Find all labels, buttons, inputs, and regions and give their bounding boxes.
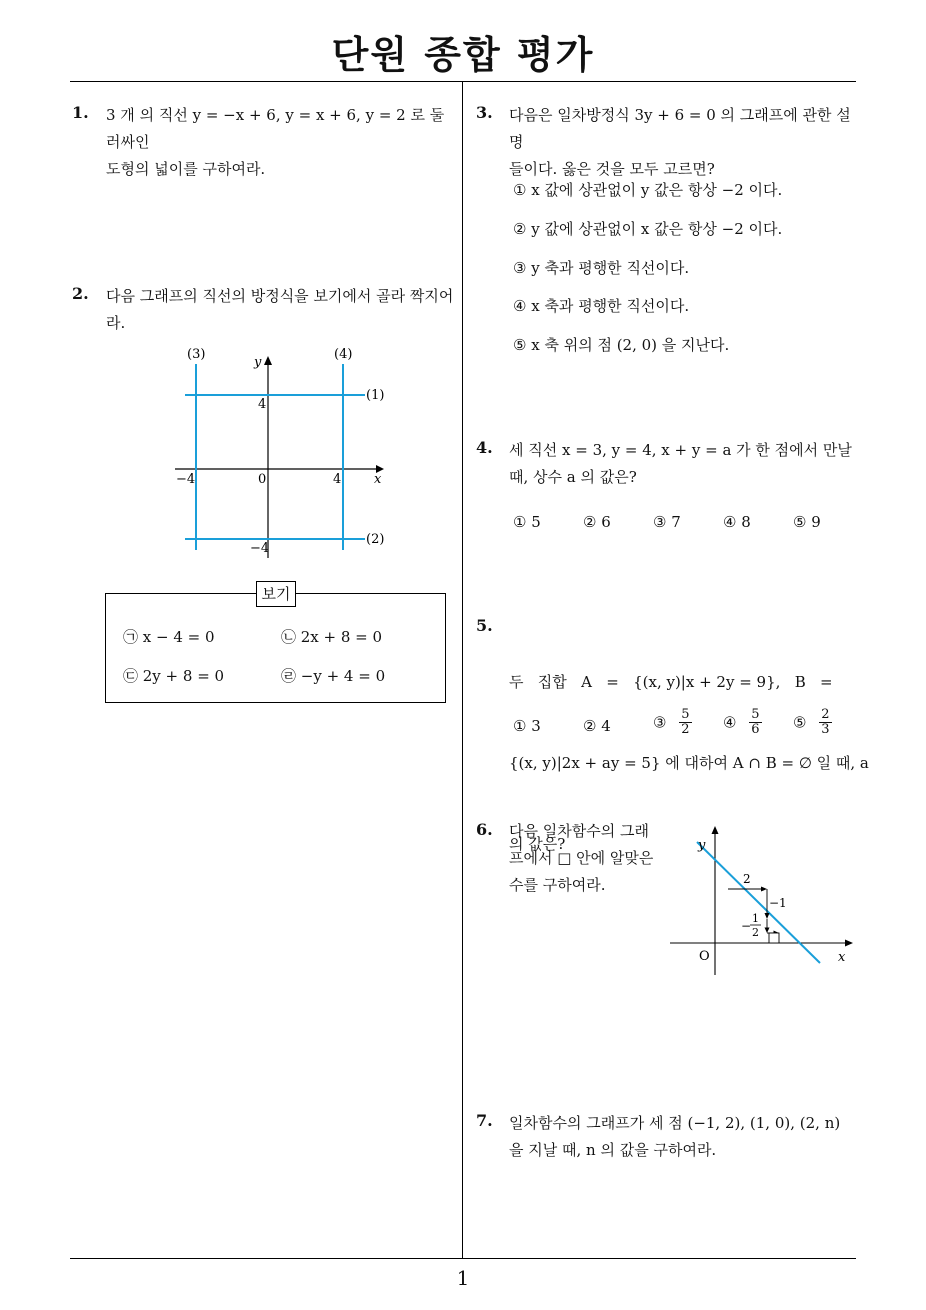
question-text (509, 818, 669, 899)
question-number: 7. (476, 1111, 493, 1130)
question-line: 다음 그래프의 직선의 방정식을 보기에서 골라 짝지어 (106, 287, 454, 305)
choice-3: ③ 7 (653, 513, 681, 531)
choice-3 (653, 708, 692, 737)
tick-x-neg4: −4 (176, 472, 196, 487)
question-line: 다음은 일차방정식 3y + 6 = 0 의 그래프에 관한 설명 (509, 106, 851, 151)
label-line-4: (4) (334, 347, 353, 362)
choice-2: ② 4 (583, 717, 611, 735)
x-axis-label: x (838, 950, 846, 965)
denominator: 6 (751, 722, 760, 737)
question-number: 2. (72, 284, 89, 303)
question-line: 일차함수의 그래프가 세 점 (−1, 2), (1, 0), (2, n) (509, 1114, 841, 1132)
bogi-box (105, 593, 446, 703)
question-text (106, 102, 456, 183)
question-line: 세 직선 x = 3, y = 4, x + y = a 가 한 점에서 만날 (509, 441, 852, 459)
choice-4: ④ x 축과 평행한 직선이다. (513, 297, 690, 315)
choice-mark: ③ (653, 713, 667, 732)
fraction (679, 708, 691, 737)
coordinate-graph (170, 340, 400, 565)
bottom-rule (70, 1258, 856, 1259)
question-line: 때, 상수 a 의 값은? (509, 468, 637, 486)
bogi-item-c: ㉢ 2y + 8 = 0 (123, 667, 225, 685)
bogi-item-d: ㉣ −y + 4 = 0 (281, 667, 386, 685)
numerator: 5 (681, 707, 690, 722)
question-line: 라. (106, 314, 126, 332)
choice-5: ⑤ x 축 위의 점 (2, 0) 을 지난다. (513, 336, 730, 354)
question-number: 5. (476, 616, 493, 635)
run-label: 2 (743, 872, 751, 886)
page-number: 1 (456, 1266, 470, 1290)
question-line: 다음 일차함수의 그래 (509, 822, 649, 840)
question-line: 도형의 넓이를 구하여라. (106, 160, 266, 178)
page-title: 단원 종합 평가 (331, 33, 595, 77)
half-sign: − (741, 919, 752, 933)
rise-arrowhead (765, 913, 770, 919)
denominator: 3 (821, 722, 830, 737)
x-axis-label: x (374, 472, 382, 487)
question-number: 1. (72, 103, 89, 122)
answer-box (769, 933, 779, 943)
question-number: 4. (476, 438, 493, 457)
tick-origin: 0 (258, 472, 267, 487)
bogi-label: 보기 (256, 581, 296, 607)
question-line: 3 개 의 직선 y = −x + 6, y = x + 6, y = 2 로 둘러싸인 (106, 106, 445, 151)
half-numerator: 1 (752, 912, 759, 925)
half-rise-arrowhead (765, 928, 770, 934)
y-axis-label: y (254, 355, 262, 370)
question-line: 두 집합 A = {(x, y)|x + 2y = 9}, B = (509, 673, 833, 691)
choice-5: ⑤ 9 (793, 513, 821, 531)
choice-4: ④ 8 (723, 513, 751, 531)
question-text (509, 437, 859, 491)
numerator: 2 (821, 707, 830, 722)
question-number: 6. (476, 820, 493, 839)
choice-1: ① x 값에 상관없이 y 값은 항상 −2 이다. (513, 181, 783, 199)
numerator: 5 (751, 707, 760, 722)
half-denominator: 2 (752, 926, 759, 939)
bogi-item-b: ㉡ 2x + 8 = 0 (281, 628, 383, 646)
y-axis-label: y (698, 838, 706, 853)
rise-label: −1 (769, 896, 787, 910)
question-line: 수를 구하여라. (509, 876, 606, 894)
tick-y-4: 4 (258, 397, 267, 412)
x-axis-arrow (845, 940, 853, 947)
label-line-3: (3) (187, 347, 206, 362)
choice-2: ② y 값에 상관없이 x 값은 항상 −2 이다. (513, 220, 783, 238)
label-line-1: (1) (366, 388, 385, 403)
tick-y-neg4: −4 (250, 541, 270, 556)
choice-1: ① 5 (513, 513, 541, 531)
y-axis-arrow (712, 826, 719, 834)
label-line-2: (2) (366, 532, 385, 547)
choice-2: ② 6 (583, 513, 611, 531)
origin-label: O (699, 949, 710, 964)
question-line: 을 지날 때, n 의 값을 구하여라. (509, 1141, 717, 1159)
fraction (749, 708, 761, 737)
question-text (106, 283, 456, 337)
question-line: 프에서 □ 안에 알맞은 (509, 849, 654, 867)
choice-mark: ⑤ (793, 713, 807, 732)
column-divider (462, 82, 463, 1258)
choice-3: ③ y 축과 평행한 직선이다. (513, 259, 690, 277)
fraction (819, 708, 831, 737)
run-arrowhead (761, 887, 767, 892)
y-axis-arrow (264, 356, 272, 365)
choice-mark: ④ (723, 713, 737, 732)
question-number: 3. (476, 103, 493, 122)
question-line: 들이다. 옳은 것을 모두 고르면? (509, 160, 715, 178)
question-text (509, 102, 859, 183)
choice-4 (723, 708, 762, 737)
denominator: 2 (681, 722, 690, 737)
tick-x-4: 4 (333, 472, 342, 487)
question-text (509, 1110, 859, 1164)
question-line: {(x, y)|2x + ay = 5} 에 대하여 A ∩ B = ∅ 일 때, a (509, 754, 869, 772)
choice-1: ① 3 (513, 717, 541, 735)
linear-function-graph (665, 820, 860, 980)
question-line: 의 값은? (509, 835, 566, 853)
bogi-item-a: ㉠ x − 4 = 0 (123, 628, 215, 646)
top-rule (70, 81, 856, 82)
choice-5 (793, 708, 832, 737)
